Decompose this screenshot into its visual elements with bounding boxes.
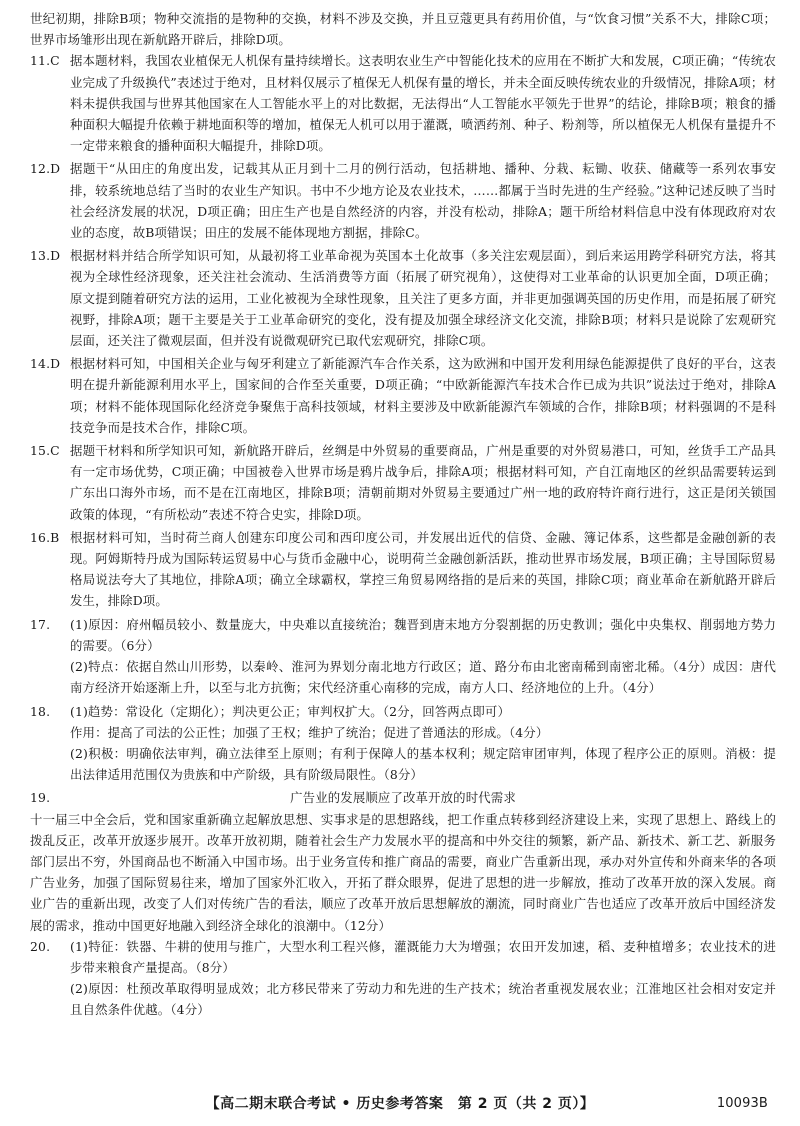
item-subtext: 作用：提高了司法的公正性；加强了王权；维护了统治；促进了普通法的形成。（4分） xyxy=(70,724,549,740)
item-number: 15.C xyxy=(30,443,60,459)
item-subtext: (2)原因：杜预改革取得明显成效；北方移民带来了劳动力和先进的生产技术；统治者重视发展农业；江淮地区社会相对安定并且自然条件优越。（4分） xyxy=(70,981,776,1018)
document-code: 10093B xyxy=(716,1096,768,1111)
item-number: 14.D xyxy=(30,356,61,372)
item-body xyxy=(70,936,776,1021)
item-subtext: (2)特点：依据自然山川形势，以秦岭、淮河为界划分南北地方行政区；道、路分布由北密南稀到南密北稀。（4分）成因：唐代南方经济开始逐渐上升，以至与北方抗衡；宋代经济重心南移的完成，南方人口、经济地位的上升。（4分） xyxy=(70,659,776,696)
item-number: 13.D xyxy=(30,248,61,264)
item-text: 根据材料并结合所学知识可知，从最初将工业革命视为英国本土化故事（多关注宏观层面），到后来运用跨学科研究方法，将其视为全球性经济现象，还关注社会流动、生活消费等方面（拓展了研究视角），这使得对工业革命的认识更加全面，D项正确；原文提到随着研究方法的运用，工业化被视为全球性现象，且关注了更多方面，并非更加强调英国的历史作用，而是拓展了研究视野，排除A项；题干主要是关于工业革命研究的变化，没有提及加强全球经济文化交流，排除B项；材料只是说除了宏观研究层面，还关注了微观层面，但并没有说微观研究已取代宏观研究，排除C项。 xyxy=(70,248,776,349)
essay-body: 十一届三中全会后，党和国家重新确立起解放思想、实事求是的思想路线，把工作重点转移到经济建设上来，实现了思想上、路线上的拨乱反正，改革开放逐步展开。改革开放初期，随着社会生产力发展水平的提高和中外交往的频繁，新产品、新技术、新工艺、新服务部门层出不穷，外国商品也不断涌入中国市场。出于业务宣传和推广商品的需要，商业广告重新出现，承办对外宣传和外商来华的各项广告业务，加强了国际贸易往来，增加了国家外汇收入，开拓了群众眼界，促进了思想的进一步解放，推动了改革开放的深入发展。商业广告的重新出现，改变了人们对传统广告的看法，顺应了改革开放后思想解放的潮流，同时商业广告也适应了改革开放后中国经济发展的需求，推动中国更好地融入到经济全球化的浪潮中。（12分） xyxy=(30,811,776,933)
item-text: (1)趋势：常设化（定期化）；判决更公正；审判权扩大。（2分，回答两点即可） xyxy=(70,703,511,719)
intro-paragraph: 世纪初期，排除B项；物种交流指的是物种的交换，材料不涉及交换，并且豆蔻更具有药用价值，与“饮食习惯”关系不大，排除C项；世界市场雏形出现在新航路开辟后，排除D项。 xyxy=(30,11,776,48)
answer-item-12 xyxy=(30,158,776,243)
answer-item-13 xyxy=(30,245,776,351)
item-text: 据题干“从田庄的角度出发，记载其从正月到十二月的例行活动，包括耕地、播种、分栽、耘锄、收获、储藏等一系列农事安排，较系统地总结了当时的农业生产知识。书中不少地方论及农业技术，……都属于当时先进的生产经验。”这种记述反映了当时社会经济发展的状况，D项正确；田庄生产也是自然经济的内容，并没有松动，排除A；题干所给材料信息中没有体现政府对农业的态度，故B项错误；田庄的发展不能体现地方割据，排除C。 xyxy=(70,161,776,241)
item-number: 11.C xyxy=(30,53,60,69)
item-number: 16.B xyxy=(30,529,60,545)
answer-item-15 xyxy=(30,440,776,525)
answer-item-11 xyxy=(30,50,776,156)
item-text: 据本题材料，我国农业植保无人机保有量持续增长。这表明农业生产中智能化技术的应用在不断扩大和发展，C项正确；“传统农业完成了升级换代”表述过于绝对，且材料仅展示了植保无人机保有量的增长，并未全面反映传统农业的升级情况，排除A项；材料未提供我国与世界其他国家在人工智能水平上的对比数据，无法得出“人工智能水平领先于世界”的结论，排除B项；粮食的播种面积大幅提升依赖于耕地面积等的增加，植保无人机可以用于灌溉，喷洒药剂、种子、粉剂等，所以植保无人机保有量提升不一定带来粮食的播种面积大幅提升，排除D项。 xyxy=(70,53,776,154)
item-text: 根据材料可知，当时荷兰商人创建东印度公司和西印度公司，并发展出近代的信贷、金融、簿记体系，这些都是金融创新的表现。阿姆斯特丹成为国际转运贸易中心与货币金融中心，说明荷兰金融创新活跃，推动世界市场发展，B项正确；主导国际贸易格局说法夸大了其地位，排除A项；确立全球霸权，掌控三角贸易网络指的是后来的英国，排除C项；商业革命在新航路开辟后发生，排除D项。 xyxy=(70,529,776,609)
item-number: 18. xyxy=(30,703,51,719)
item-text: 根据材料可知，中国相关企业与匈牙利建立了新能源汽车合作关系，这为欧洲和中国开发利用绿色能源提供了良好的平台，这表明在提升新能源利用水平上，国家间的合作至关重要，D项正确；“中欧新能源汽车技术合作已成为共识”说法过于绝对，排除A项；材料不能体现国际化经济竞争聚焦于高科技领域，材料主要涉及中欧新能源汽车领域的合作，排除B项；材料强调的不是科技竞争而是技术合作，排除C项。 xyxy=(70,356,776,435)
item-text: 据题干材料和所学知识可知，新航路开辟后，丝绸是中外贸易的重要商品，广州是重要的对外贸易港口，可知，丝货手工产品具有一定市场优势，C项正确；中国被卷入世界市场是鸦片战争后，排除A项；根据材料可知，产自江南地区的丝织品需要转运到广东出口海外市场，而不是在江南地区，排除B项；清朝前期对外贸易主要通过广州一地的政府特许商行进行，这正是闭关锁国政策的体现，“有所松动”表述不符合史实，排除D项。 xyxy=(70,443,776,522)
item-text: (1)特征：铁器、牛耕的使用与推广，大型水利工程兴修，灌溉能力大为增强；农田开发加速，稻、麦种植增多；农业技术的进步带来粮食产量提高。（8分） xyxy=(70,938,776,975)
answer-item-16 xyxy=(30,527,776,612)
answer-item-19-heading xyxy=(30,787,776,808)
answer-item-14 xyxy=(30,353,776,438)
item-subtext: (2)积极：明确依法审判，确立法律至上原则；有利于保障人的基本权利；规定陪审团审判，体现了程序公正的原则。消极：提出法律适用范围仅为贵族和中产阶级，具有阶级局限性。（8分） xyxy=(70,745,776,783)
item-body xyxy=(70,614,776,699)
page-footer xyxy=(0,1092,800,1116)
answer-content xyxy=(30,8,776,1023)
item-body xyxy=(70,701,776,786)
footer-title: 【高二期末联合考试 • 历史参考答案 第 2 页（共 2 页）】 xyxy=(205,1096,595,1112)
answer-item-17 xyxy=(30,614,776,699)
answer-item-18 xyxy=(30,701,776,786)
item-number: 20. xyxy=(30,938,51,954)
item-number: 19. xyxy=(30,790,51,806)
answer-item-20 xyxy=(30,936,776,1021)
item-number: 12.D xyxy=(30,161,61,177)
essay-title: 广告业的发展顺应了改革开放的时代需求 xyxy=(290,790,516,806)
item-number: 17. xyxy=(30,616,51,632)
item-text: (1)原因：府州幅员较小、数量庞大，中央难以直接统治；魏晋到唐末地方分裂割据的历史教训；强化中央集权、削弱地方势力的需要。（6分） xyxy=(70,616,776,653)
